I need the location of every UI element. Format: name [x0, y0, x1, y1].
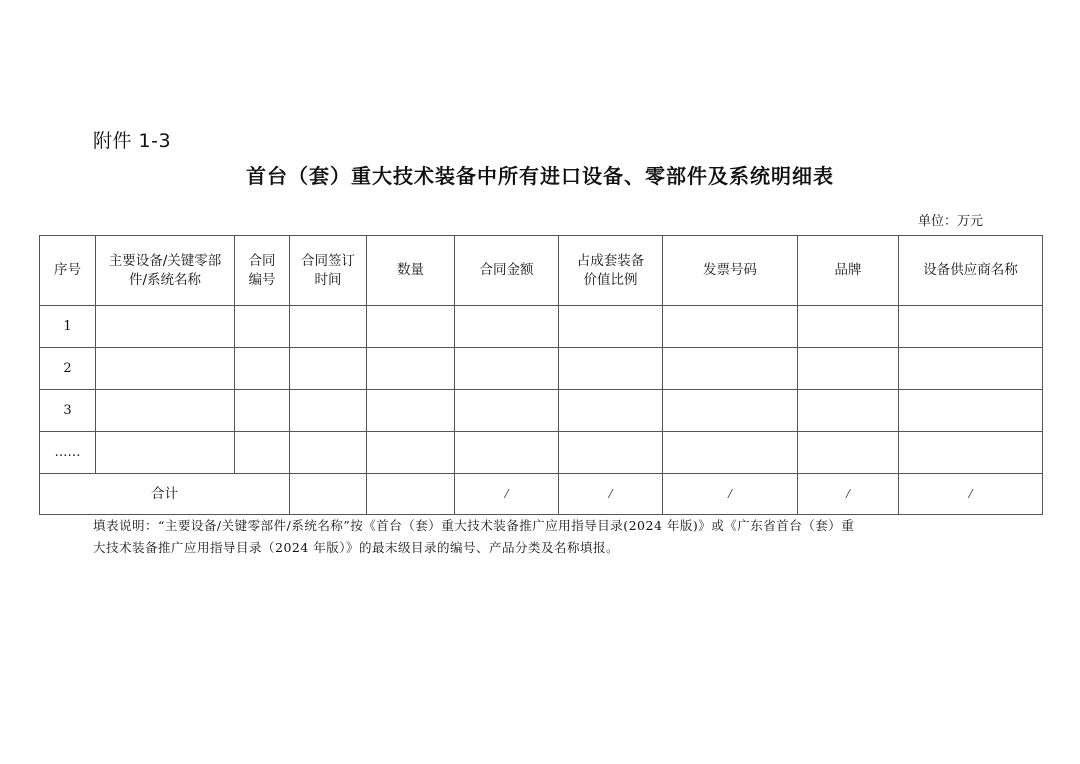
table-cell[interactable]: [899, 390, 1043, 432]
table-cell[interactable]: [663, 432, 798, 474]
table-cell[interactable]: [455, 306, 559, 348]
table-cell[interactable]: [367, 432, 455, 474]
table-cell[interactable]: [290, 432, 367, 474]
header-quantity: 数量: [367, 236, 455, 306]
table-cell[interactable]: [290, 390, 367, 432]
table-cell[interactable]: [663, 390, 798, 432]
table-cell[interactable]: [559, 306, 663, 348]
unit-label: 单位：万元: [918, 214, 984, 229]
attachment-label: 附件 1-3: [93, 130, 172, 152]
table-cell[interactable]: [455, 432, 559, 474]
table-cell[interactable]: [367, 474, 455, 515]
table-cell[interactable]: [235, 432, 290, 474]
row-index: 2: [40, 348, 96, 390]
table-cell[interactable]: [235, 390, 290, 432]
header-contract-date: 合同签订 时间: [290, 236, 367, 306]
table-cell[interactable]: [290, 474, 367, 515]
table-cell[interactable]: [235, 348, 290, 390]
note-line: 大技术装备推广应用指导目录（2024 年版）》的最末级目录的编号、产品分类及名称填报。: [93, 540, 620, 555]
table-cell[interactable]: [798, 348, 899, 390]
table-cell[interactable]: [899, 432, 1043, 474]
table-cell[interactable]: [899, 348, 1043, 390]
total-row: [40, 474, 1043, 515]
header-value-ratio: 占成套装备 价值比例: [559, 236, 663, 306]
row-index: 1: [40, 306, 96, 348]
table-cell[interactable]: [290, 348, 367, 390]
table-row: [40, 390, 1043, 432]
header-supplier-name: 设备供应商名称: [899, 236, 1043, 306]
table-cell[interactable]: [235, 306, 290, 348]
table-row: [40, 348, 1043, 390]
table-cell[interactable]: [367, 348, 455, 390]
table-cell[interactable]: [96, 432, 235, 474]
header-index: 序号: [40, 236, 96, 306]
total-slash: /: [455, 474, 559, 515]
table-row: [40, 306, 1043, 348]
equipment-detail-table: [39, 235, 1043, 515]
header-brand: 品牌: [798, 236, 899, 306]
header-equipment-name: 主要设备/关键零部 件/系统名称: [96, 236, 235, 306]
table-cell[interactable]: [559, 432, 663, 474]
row-index: 3: [40, 390, 96, 432]
table-cell[interactable]: [290, 306, 367, 348]
table-cell[interactable]: [798, 432, 899, 474]
total-slash: /: [899, 474, 1043, 515]
total-slash: /: [798, 474, 899, 515]
header-invoice-number: 发票号码: [663, 236, 798, 306]
header-contract-number: 合同 编号: [235, 236, 290, 306]
total-label: 合计: [40, 474, 290, 515]
table-cell[interactable]: [663, 306, 798, 348]
table-cell[interactable]: [663, 348, 798, 390]
table-cell[interactable]: [367, 390, 455, 432]
table-header-row: [40, 236, 1043, 306]
table-cell[interactable]: [559, 348, 663, 390]
table-cell[interactable]: [559, 390, 663, 432]
filling-instructions: [93, 515, 993, 559]
table-cell[interactable]: [455, 390, 559, 432]
table-cell[interactable]: [367, 306, 455, 348]
note-line: 填表说明：“主要设备/关键零部件/系统名称”按《首台（套）重大技术装备推广应用指导目录(2024 年版)》或《广东省首台（套）重: [93, 518, 855, 533]
table-cell[interactable]: [899, 306, 1043, 348]
total-slash: /: [559, 474, 663, 515]
header-contract-amount: 合同金额: [455, 236, 559, 306]
table-cell[interactable]: [96, 348, 235, 390]
table-cell[interactable]: [798, 306, 899, 348]
table-cell[interactable]: [455, 348, 559, 390]
table-row: [40, 432, 1043, 474]
row-index: ……: [40, 432, 96, 474]
table-cell[interactable]: [798, 390, 899, 432]
table-cell[interactable]: [96, 306, 235, 348]
document-title: 首台（套）重大技术装备中所有进口设备、零部件及系统明细表: [246, 164, 834, 188]
total-slash: /: [663, 474, 798, 515]
table-cell[interactable]: [96, 390, 235, 432]
